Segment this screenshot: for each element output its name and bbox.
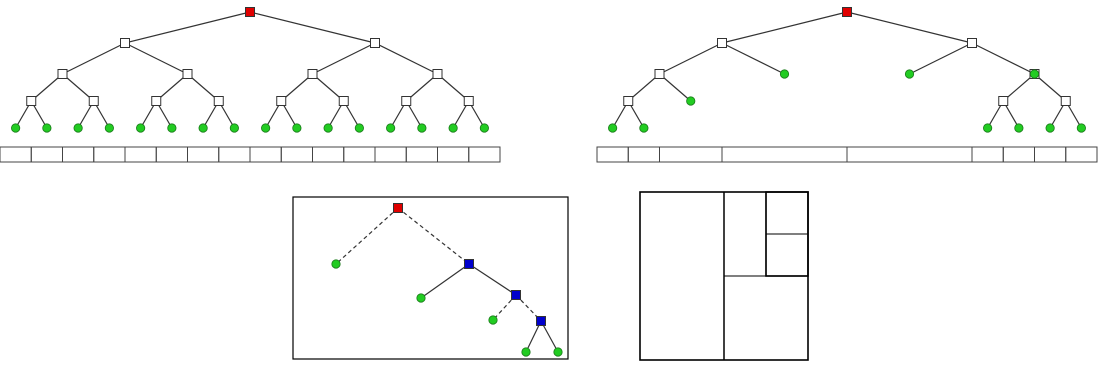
internal-node — [214, 97, 223, 106]
dashed-edge — [398, 208, 469, 264]
leaf-cell — [375, 147, 406, 162]
leaf-cell — [722, 147, 847, 162]
path-node — [512, 291, 521, 300]
leaf-cell — [628, 147, 659, 162]
leaf-node — [136, 124, 144, 132]
leaf-cell — [63, 147, 94, 162]
internal-node — [433, 70, 442, 79]
leaf-node — [687, 97, 695, 105]
tree-edge — [125, 43, 188, 74]
leaf-node — [608, 124, 616, 132]
tree-edge — [313, 43, 376, 74]
leaf-node — [983, 124, 991, 132]
tree-edge — [722, 12, 847, 43]
leaf-node — [261, 124, 269, 132]
dashed-edge — [336, 208, 398, 264]
internal-node — [27, 97, 36, 106]
leaf-cell — [847, 147, 972, 162]
leaf-node — [386, 124, 394, 132]
tree-edge — [660, 43, 723, 74]
internal-node — [152, 97, 161, 106]
internal-node — [183, 70, 192, 79]
tree-edge — [421, 264, 469, 298]
path-node — [537, 317, 546, 326]
internal-node — [655, 70, 664, 79]
tree-edge — [722, 43, 785, 74]
leaf-cell — [94, 147, 125, 162]
leaf-node — [780, 70, 788, 78]
leaf-node — [1030, 70, 1038, 78]
pruned-binary-tree — [597, 8, 1097, 163]
leaf-node — [449, 124, 457, 132]
tree-edge — [63, 43, 126, 74]
tree-edge — [910, 43, 973, 74]
leaf-cell — [597, 147, 628, 162]
root-node — [394, 204, 403, 213]
internal-node — [121, 39, 130, 48]
tree-edge — [847, 12, 972, 43]
path-node — [465, 260, 474, 269]
leaf-node — [74, 124, 82, 132]
leaf-cell — [406, 147, 437, 162]
internal-node — [402, 97, 411, 106]
tree-edge — [375, 43, 438, 74]
tree-edge — [972, 43, 1035, 74]
leaf-node — [1046, 124, 1054, 132]
leaf-node — [105, 124, 113, 132]
leaf-cell — [438, 147, 469, 162]
internal-node — [968, 39, 977, 48]
internal-node — [464, 97, 473, 106]
leaf-cell — [281, 147, 312, 162]
full-binary-tree — [0, 8, 500, 163]
leaf-node — [640, 124, 648, 132]
root-node — [843, 8, 852, 17]
leaf-node — [489, 316, 497, 324]
leaf-cell — [125, 147, 156, 162]
leaf-cell — [660, 147, 723, 162]
leaf-cell — [31, 147, 62, 162]
tree-edge — [250, 12, 375, 43]
internal-node — [308, 70, 317, 79]
internal-node — [371, 39, 380, 48]
leaf-node — [324, 124, 332, 132]
leaf-cell — [1003, 147, 1034, 162]
internal-node — [58, 70, 67, 79]
internal-node — [89, 97, 98, 106]
leaf-node — [293, 124, 301, 132]
leaf-cell — [156, 147, 187, 162]
leaf-cell — [344, 147, 375, 162]
tree-edge — [469, 264, 516, 295]
leaf-cell — [188, 147, 219, 162]
path-tree-panel — [293, 197, 568, 359]
leaf-cell — [250, 147, 281, 162]
leaf-node — [230, 124, 238, 132]
leaf-cell — [972, 147, 1003, 162]
leaf-node — [522, 348, 530, 356]
leaf-node — [43, 124, 51, 132]
leaf-node — [905, 70, 913, 78]
quadtree-subdivision-panel — [640, 192, 808, 360]
internal-node — [1061, 97, 1070, 106]
leaf-node — [199, 124, 207, 132]
root-node — [246, 8, 255, 17]
leaf-cell — [1066, 147, 1097, 162]
leaf-node — [11, 124, 19, 132]
leaf-node — [1015, 124, 1023, 132]
leaf-cell — [313, 147, 344, 162]
internal-node — [339, 97, 348, 106]
internal-node — [624, 97, 633, 106]
leaf-node — [417, 294, 425, 302]
tree-edge — [125, 12, 250, 43]
leaf-cell — [469, 147, 500, 162]
leaf-node — [418, 124, 426, 132]
leaf-cell — [219, 147, 250, 162]
internal-node — [277, 97, 286, 106]
path-panel-frame — [293, 197, 568, 359]
leaf-node — [480, 124, 488, 132]
leaf-node — [168, 124, 176, 132]
internal-node — [718, 39, 727, 48]
leaf-node — [355, 124, 363, 132]
leaf-node — [332, 260, 340, 268]
leaf-node — [554, 348, 562, 356]
leaf-cell — [1035, 147, 1066, 162]
leaf-node — [1077, 124, 1085, 132]
internal-node — [999, 97, 1008, 106]
leaf-cell — [0, 147, 31, 162]
